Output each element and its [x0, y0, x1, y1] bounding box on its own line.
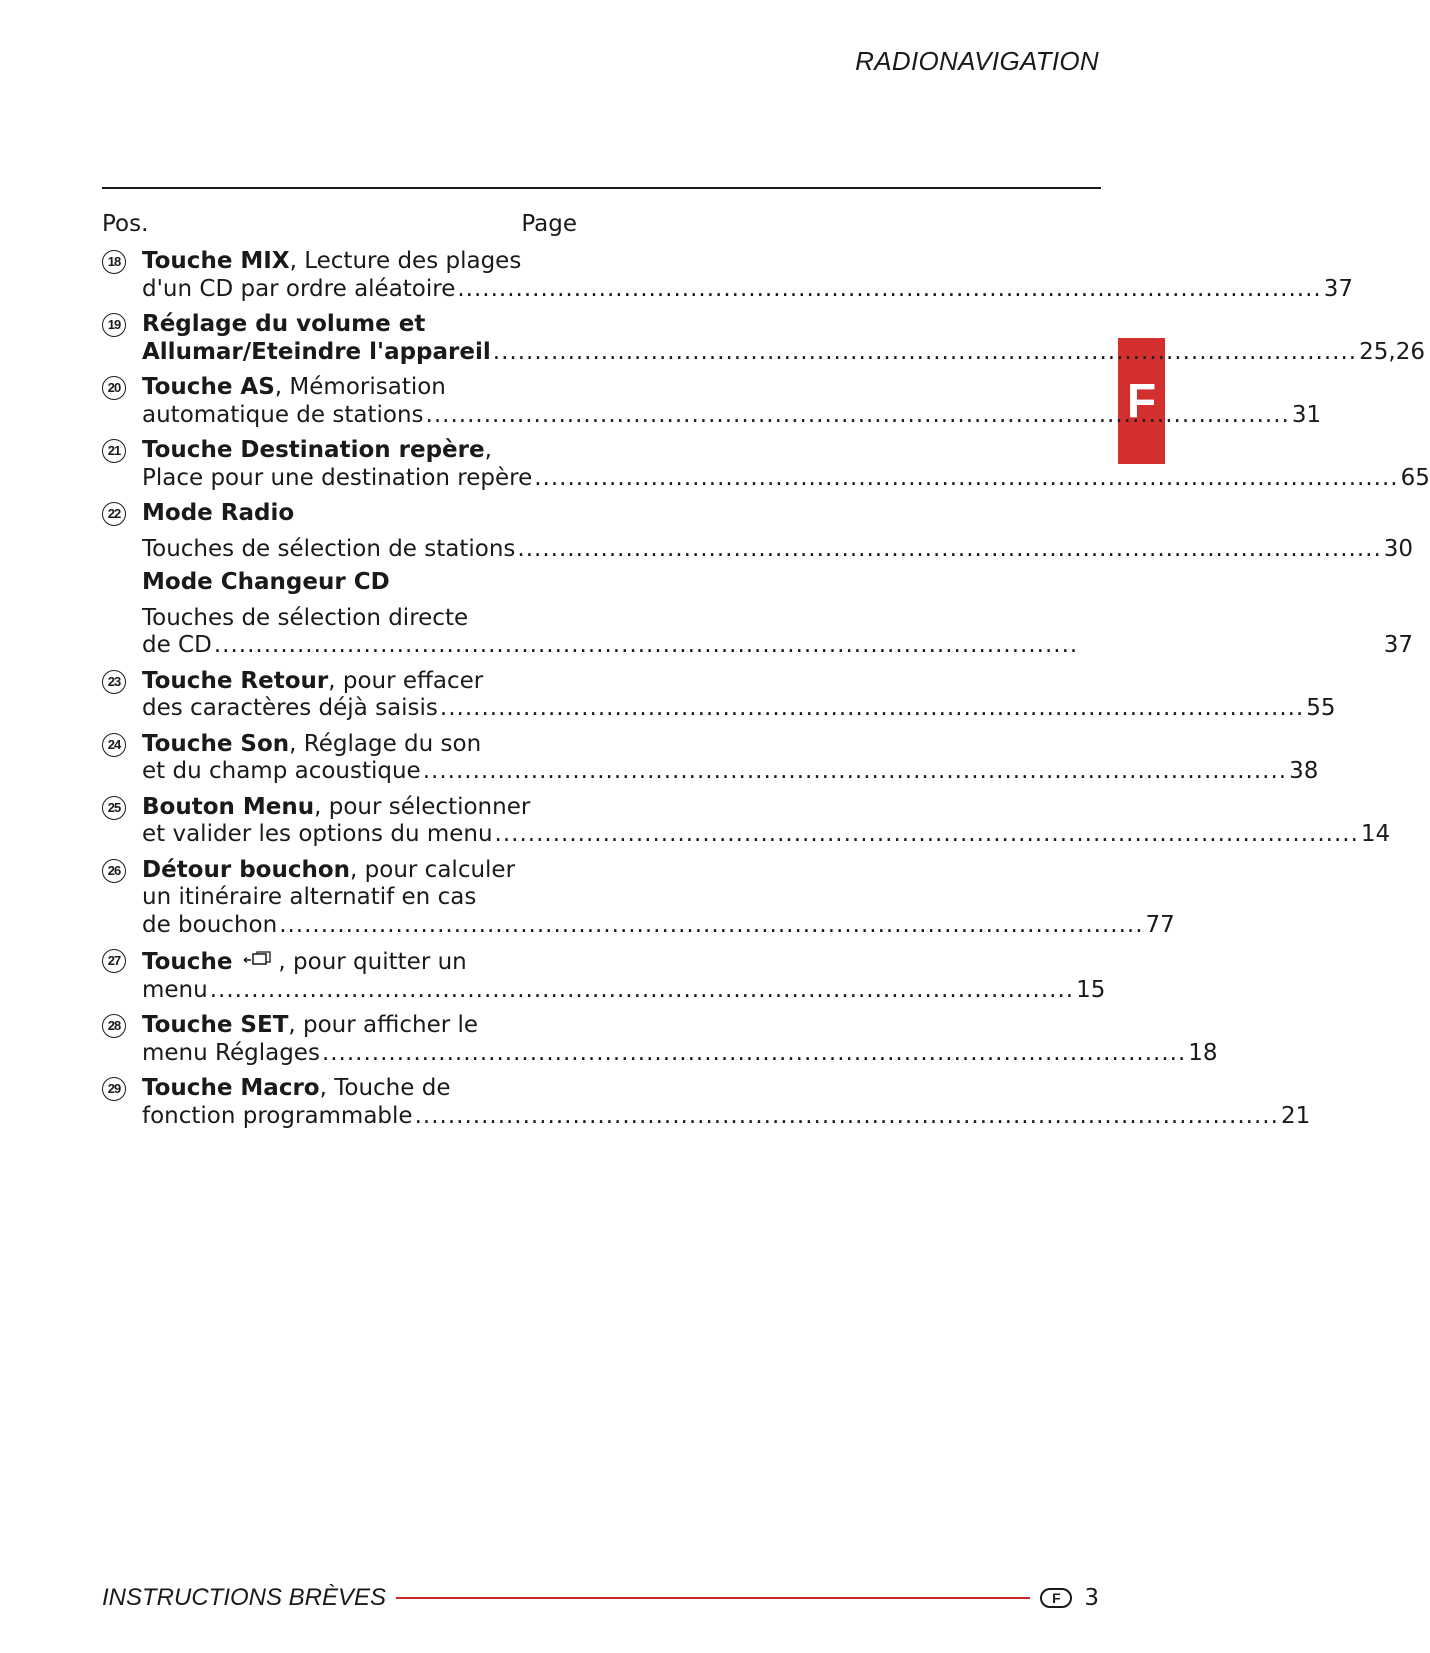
entry-page: 31 — [1291, 401, 1322, 428]
entry-title: Touche Destination repère — [142, 437, 485, 463]
entry-title: Touche Macro — [142, 1075, 320, 1101]
entry-desc-line: Touches de sélection directe — [142, 604, 469, 631]
entry-page: 65 — [1400, 464, 1430, 491]
toc-entry — [102, 311, 1425, 366]
entry-desc: , Lecture des plages — [289, 248, 522, 274]
position-number: 25 — [102, 796, 126, 820]
entry-desc-line: un itinéraire alternatif en cas — [142, 884, 477, 910]
position-number: 23 — [102, 670, 126, 694]
entry-desc: , pour afficher le — [288, 1012, 479, 1038]
position-number: 27 — [102, 949, 126, 973]
entry-title: Réglage du volume et — [142, 311, 426, 337]
entry-title: Bouton Menu — [142, 793, 315, 820]
entry-desc: , Mémorisation — [274, 374, 446, 400]
toc-entry — [102, 374, 1322, 429]
entry-desc-line: Touches de sélection de stations — [142, 535, 516, 562]
footer-rule — [396, 1597, 1030, 1599]
page-footer — [102, 1580, 1099, 1616]
toc-entry — [102, 856, 1175, 940]
entry-desc: , pour quitter un — [278, 949, 467, 975]
toc-entry — [102, 1075, 1311, 1130]
toc-entry — [102, 500, 1414, 660]
entry-page: 14 — [1360, 821, 1391, 847]
entry-title: Touche — [142, 949, 233, 975]
entry-desc: , pour effacer — [328, 667, 484, 694]
entry-desc-line: et valider les options du menu — [142, 821, 493, 847]
entry-subtitle: Mode Changeur CD — [142, 569, 390, 595]
entry-desc-line: fonction programmable — [142, 1102, 413, 1129]
language-badge: F — [1040, 1588, 1072, 1608]
entry-page: 21 — [1280, 1102, 1311, 1129]
toc-header — [102, 208, 577, 240]
entry-desc-line: Place pour une destination repère — [142, 464, 533, 491]
toc-entry — [102, 947, 1106, 1004]
col-page-label: Page — [521, 211, 577, 237]
entry-desc: , — [484, 437, 492, 463]
position-number: 21 — [102, 439, 126, 463]
language-tab: F — [1118, 338, 1165, 464]
entry-title: Touche Retour — [142, 667, 329, 694]
entry-title-line: Allumar/Eteindre l'appareil — [142, 338, 491, 365]
entry-desc-line: menu Réglages — [142, 1039, 320, 1066]
entry-page: 55 — [1306, 695, 1336, 721]
entry-page: 77 — [1145, 911, 1175, 938]
entry-page: 25,26 — [1359, 338, 1425, 365]
footer-section-title: INSTRUCTIONS BRÈVES — [102, 1584, 387, 1611]
toc-entry — [102, 248, 1354, 303]
col-pos-label: Pos. — [102, 211, 149, 237]
toc-entry — [102, 1012, 1218, 1067]
entry-desc-line: d'un CD par ordre aléatoire — [142, 275, 456, 302]
entry-page: 37 — [1323, 275, 1354, 302]
entry-title: Touche SET — [142, 1012, 289, 1038]
position-number: 22 — [102, 502, 126, 526]
entry-title: Touche MIX — [142, 248, 290, 274]
toc-entry — [102, 730, 1319, 786]
return-arrow-icon — [242, 947, 272, 963]
entry-desc-line: des caractères déjà saisis — [142, 695, 438, 721]
toc-entry — [102, 437, 1430, 492]
position-number: 20 — [102, 376, 126, 400]
entry-desc-line: et du champ acoustique — [142, 758, 421, 784]
entry-page: 37 — [1383, 632, 1414, 658]
toc-entry — [102, 667, 1336, 723]
entry-title: Touche AS — [142, 374, 275, 400]
top-rule — [102, 187, 1101, 189]
entry-title: Détour bouchon — [142, 856, 351, 883]
entry-desc-line: automatique de stations — [142, 401, 424, 428]
entry-page: 15 — [1076, 976, 1106, 1003]
position-number: 26 — [102, 859, 126, 883]
position-number: 28 — [102, 1014, 126, 1038]
entry-desc-line: de bouchon — [142, 911, 278, 938]
position-number: 24 — [102, 733, 126, 757]
entry-desc: , pour sélectionner — [314, 793, 531, 820]
entry-desc-line: de CD — [142, 632, 212, 658]
page-number: 3 — [1084, 1585, 1099, 1611]
position-number: 19 — [102, 313, 126, 337]
entry-desc: , Réglage du son — [289, 730, 482, 757]
entry-page: 18 — [1188, 1039, 1218, 1066]
entry-page: 38 — [1289, 758, 1319, 784]
entry-page: 30 — [1383, 535, 1414, 562]
position-number: 18 — [102, 250, 126, 274]
header-title: RADIONAVIGATION — [855, 46, 1099, 76]
entry-desc: , Touche de — [319, 1075, 451, 1101]
table-of-contents — [102, 208, 1430, 1138]
entry-title: Mode Radio — [142, 500, 295, 526]
position-number: 29 — [102, 1077, 126, 1101]
entry-desc-line: menu — [142, 976, 208, 1003]
entry-desc: , pour calculer — [350, 856, 516, 883]
entry-title: Touche Son — [142, 730, 290, 757]
toc-entry — [102, 793, 1391, 849]
